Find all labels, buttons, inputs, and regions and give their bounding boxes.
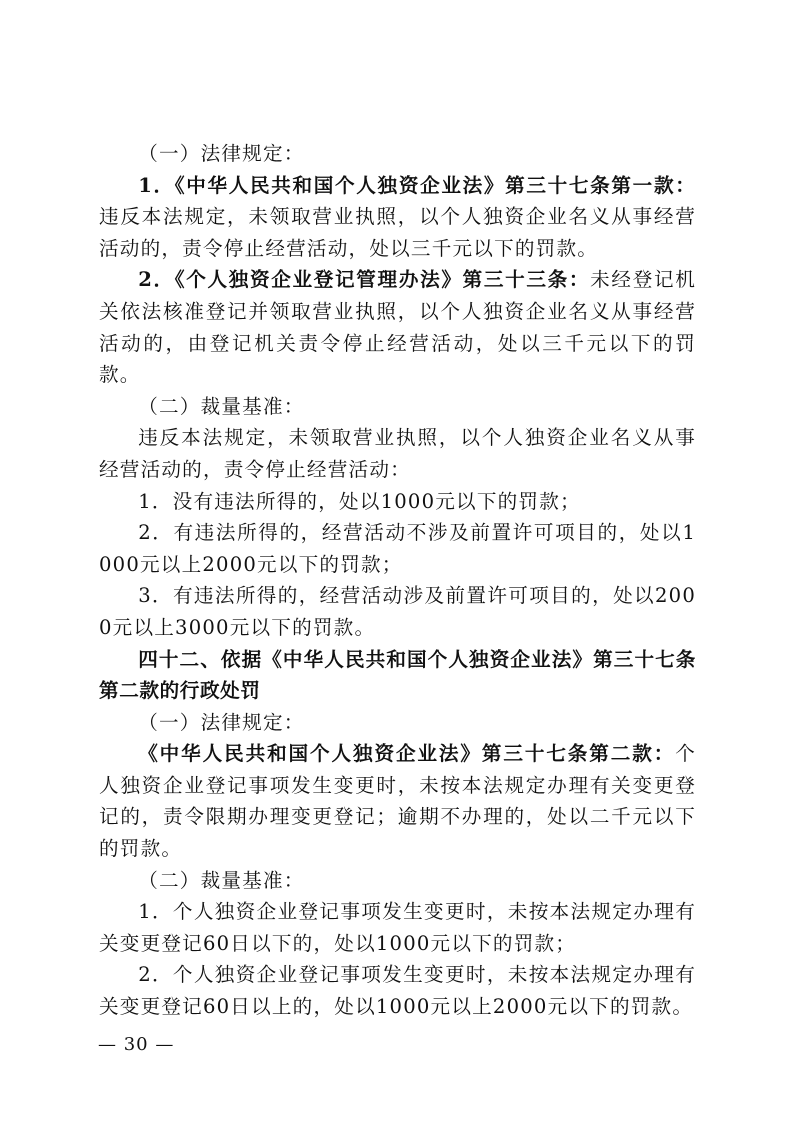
clause-citation: 1．《中华人民共和国个人独资企业法》第三十七条第一款：: [138, 173, 696, 197]
section-title-legal-provisions: （一）法律规定：: [138, 142, 305, 165]
section-title-discretion-standard: （二）裁量基准：: [138, 394, 305, 418]
clause-paragraph: [99, 738, 696, 864]
section-title-legal-provisions: （一）法律规定：: [138, 710, 305, 734]
list-item: 1．没有违法所得的，处以1000元以下的罚款；: [138, 489, 581, 513]
clause-text: 违反本法规定，未领取营业执照，以个人独资企业名义从事经营活动的，责令停止经营活动，处以三千元以下的罚款。: [99, 205, 696, 260]
list-item: 1．个人独资企业登记事项发生变更时，未按本法规定办理有关变更登记60日以下的，处以1000元以下的罚款；: [99, 900, 696, 955]
clause-citation: 《中华人民共和国个人独资企业法》第三十七条第二款：: [138, 742, 676, 766]
section-title-discretion-standard: （二）裁量基准：: [138, 868, 305, 892]
body-paragraph: 违反本法规定，未领取营业执照，以个人独资企业名义从事经营活动的，责令停止经营活动：: [99, 426, 696, 481]
clause-text: 未经登记机关依法核准登记并领取营业执照，以个人独资企业名义从事经营活动的，由登记机关责令停止经营活动，处以三千元以下的罚款。: [99, 268, 697, 387]
list-item: 2．有违法所得的，经营活动不涉及前置许可项目的，处以1000元以上2000元以下的罚款；: [99, 521, 696, 576]
clause-paragraph: [99, 170, 696, 265]
article-heading: 四十二、依据《中华人民共和国个人独资企业法》第三十七条第二款的行政处罚: [99, 647, 696, 703]
document-body: [99, 138, 696, 1023]
clause-citation: 2．《个人独资企业登记管理办法》第三十三条：: [138, 268, 591, 292]
list-item: 2．个人独资企业登记事项发生变更时，未按本法规定办理有关变更登记60日以上的，处以1000元以上2000元以下的罚款。: [99, 963, 696, 1019]
clause-text: 个人独资企业登记事项发生变更时，未按本法规定办理有关变更登记的，责令限期办理变更登记；逾期不办理的，处以二千元以下的罚款。: [99, 742, 696, 861]
page-number: — 30 —: [98, 1034, 175, 1055]
list-item: 3．有违法所得的，经营活动涉及前置许可项目的，处以2000元以上3000元以下的罚款。: [99, 584, 696, 639]
clause-paragraph: [99, 264, 696, 390]
